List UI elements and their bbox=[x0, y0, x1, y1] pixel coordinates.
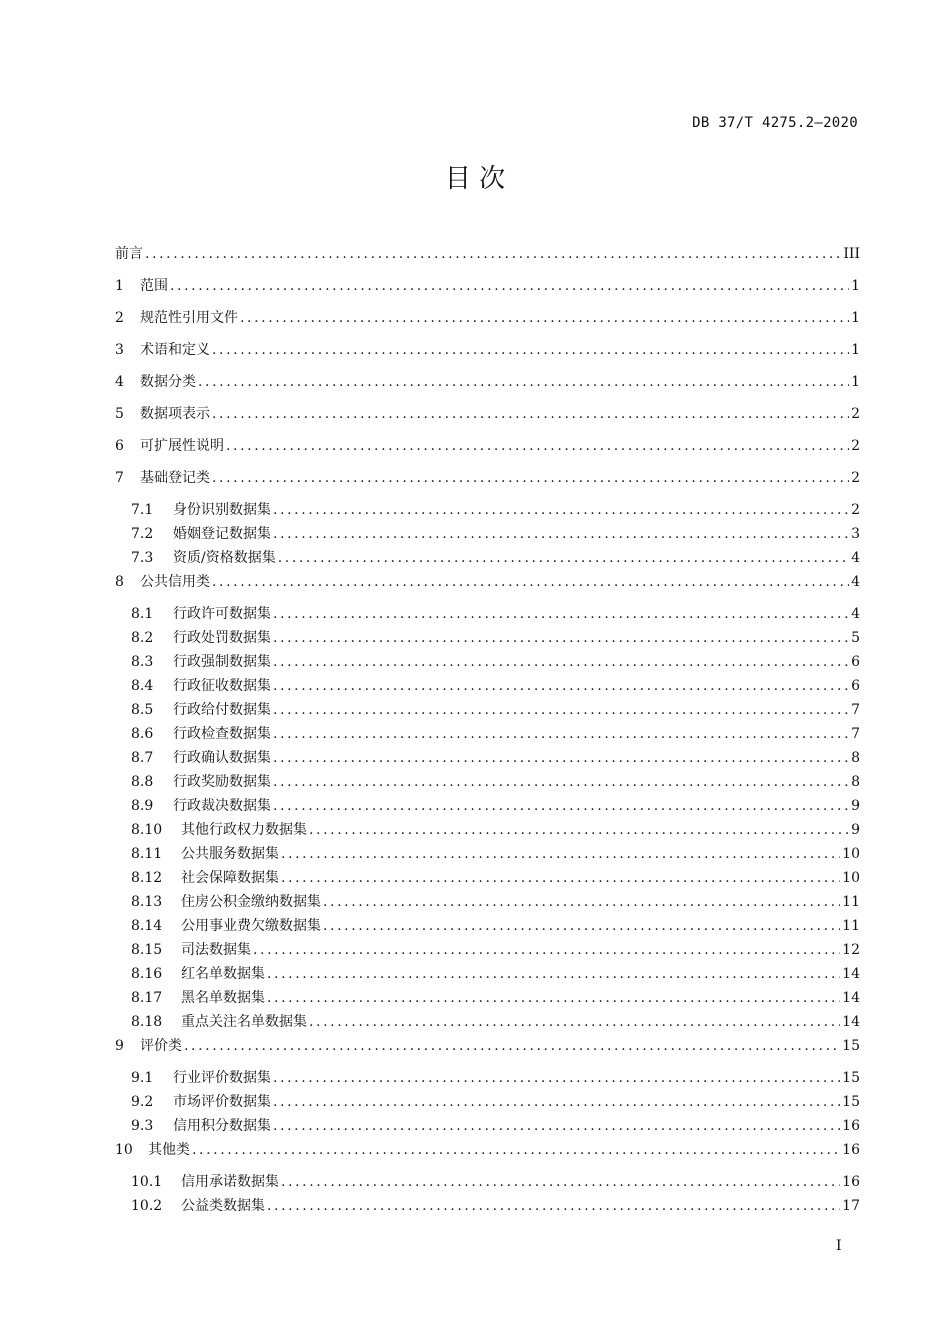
toc-entry-number: 2 bbox=[115, 310, 124, 326]
toc-entry-number: 8.13 bbox=[131, 894, 163, 910]
dot-leader bbox=[273, 1067, 840, 1089]
dot-leader bbox=[281, 1171, 840, 1193]
toc-entry[interactable] bbox=[115, 939, 860, 963]
toc-entry-page: 16 bbox=[842, 1142, 860, 1158]
toc-entry-label: 市场评价数据集 bbox=[173, 1094, 271, 1110]
toc-entry-number: 7 bbox=[115, 470, 124, 486]
toc-entry-label: 基础登记类 bbox=[140, 470, 210, 486]
dot-leader bbox=[281, 843, 840, 865]
toc-entry[interactable] bbox=[115, 467, 860, 499]
toc-entry-label: 公共信用类 bbox=[140, 574, 210, 590]
toc-entry[interactable] bbox=[115, 435, 860, 467]
toc-entry-page: 15 bbox=[842, 1070, 860, 1086]
toc-entry[interactable] bbox=[115, 1011, 860, 1035]
dot-leader bbox=[192, 1139, 840, 1161]
toc-entry-page: 5 bbox=[851, 630, 860, 646]
toc-entry[interactable] bbox=[115, 699, 860, 723]
page-title: 目 次 bbox=[444, 164, 506, 194]
toc-entry[interactable] bbox=[115, 771, 860, 795]
toc-entry-label: 行政奖励数据集 bbox=[173, 774, 271, 790]
toc-entry-number: 8.2 bbox=[131, 630, 154, 646]
dot-leader bbox=[273, 795, 849, 817]
toc-entry-label: 住房公积金缴纳数据集 bbox=[181, 894, 321, 910]
dot-leader bbox=[212, 339, 849, 361]
dot-leader bbox=[273, 1115, 840, 1137]
toc-entry[interactable] bbox=[115, 795, 860, 819]
toc-entry[interactable] bbox=[115, 963, 860, 987]
toc-entry[interactable] bbox=[115, 747, 860, 771]
toc-entry[interactable] bbox=[115, 307, 860, 339]
toc-entry[interactable] bbox=[115, 675, 860, 699]
toc-entry-number: 8.8 bbox=[131, 774, 154, 790]
toc-entry-label: 范围 bbox=[140, 278, 168, 294]
toc-entry-number: 8.9 bbox=[131, 798, 154, 814]
toc-entry-label: 行政确认数据集 bbox=[173, 750, 271, 766]
dot-leader bbox=[273, 523, 849, 545]
toc-entry-label: 行政检查数据集 bbox=[173, 726, 271, 742]
toc-entry-number: 1 bbox=[115, 278, 124, 294]
toc-entry-number: 8.12 bbox=[131, 870, 163, 886]
toc-entry-number: 8.11 bbox=[131, 846, 163, 862]
dot-leader bbox=[267, 963, 840, 985]
toc-entry-label: 数据项表示 bbox=[140, 406, 210, 422]
toc-entry[interactable] bbox=[115, 547, 860, 571]
dot-leader bbox=[273, 747, 849, 769]
dot-leader bbox=[184, 1035, 840, 1057]
toc-entry[interactable] bbox=[115, 571, 860, 603]
toc-entry[interactable] bbox=[115, 1115, 860, 1139]
toc-entry[interactable] bbox=[115, 867, 860, 891]
toc-entry-page: 12 bbox=[842, 942, 860, 958]
dot-leader bbox=[240, 307, 849, 329]
toc-entry-label: 公用事业费欠缴数据集 bbox=[181, 918, 321, 934]
toc-entry-page: 1 bbox=[851, 342, 860, 358]
toc-entry-page: 16 bbox=[842, 1174, 860, 1190]
toc-entry-number: 4 bbox=[115, 374, 124, 390]
toc-entry-label: 行政征收数据集 bbox=[173, 678, 271, 694]
toc-entry-number: 10 bbox=[115, 1142, 133, 1158]
toc-entry-page: 8 bbox=[851, 750, 860, 766]
toc-entry-label: 数据分类 bbox=[140, 374, 196, 390]
toc-entry[interactable] bbox=[115, 603, 860, 627]
toc-entry-label: 行政给付数据集 bbox=[173, 702, 271, 718]
toc-entry-label: 行业评价数据集 bbox=[173, 1070, 271, 1086]
toc-entry-label: 公共服务数据集 bbox=[181, 846, 279, 862]
toc-entry-page: 7 bbox=[851, 702, 860, 718]
table-of-contents bbox=[115, 243, 860, 1219]
toc-entry[interactable] bbox=[115, 723, 860, 747]
toc-entry-label: 信用积分数据集 bbox=[173, 1118, 271, 1134]
dot-leader bbox=[267, 987, 840, 1009]
dot-leader bbox=[273, 675, 849, 697]
toc-entry-number: 8.6 bbox=[131, 726, 154, 742]
toc-entry-label: 社会保障数据集 bbox=[181, 870, 279, 886]
toc-entry-number: 3 bbox=[115, 342, 124, 358]
dot-leader bbox=[273, 499, 849, 521]
toc-entry-page: 1 bbox=[851, 374, 860, 390]
toc-entry-page: 8 bbox=[851, 774, 860, 790]
toc-entry-number: 8.17 bbox=[131, 990, 163, 1006]
toc-entry-number: 8.3 bbox=[131, 654, 154, 670]
toc-entry-page: 6 bbox=[851, 678, 860, 694]
toc-entry-label: 其他类 bbox=[148, 1142, 190, 1158]
dot-leader bbox=[309, 1011, 840, 1033]
toc-entry-label: 黑名单数据集 bbox=[181, 990, 265, 1006]
toc-entry-number: 8.18 bbox=[131, 1014, 163, 1030]
toc-entry-number: 8.7 bbox=[131, 750, 154, 766]
toc-entry-label: 可扩展性说明 bbox=[140, 438, 224, 454]
dot-leader bbox=[212, 467, 849, 489]
toc-entry-page: 16 bbox=[842, 1118, 860, 1134]
dot-leader bbox=[278, 547, 849, 569]
toc-entry[interactable] bbox=[115, 627, 860, 651]
toc-entry-number: 8.15 bbox=[131, 942, 163, 958]
toc-entry-label: 其他行政权力数据集 bbox=[181, 822, 307, 838]
toc-entry-label: 评价类 bbox=[140, 1038, 182, 1054]
toc-entry[interactable] bbox=[115, 1171, 860, 1195]
toc-entry-number: 8.1 bbox=[131, 606, 154, 622]
toc-entry-label: 资质/资格数据集 bbox=[173, 550, 276, 566]
toc-entry-page: 11 bbox=[842, 894, 860, 910]
toc-entry-number: 9.1 bbox=[131, 1070, 154, 1086]
toc-entry-number: 9 bbox=[115, 1038, 124, 1054]
dot-leader bbox=[273, 627, 849, 649]
toc-entry[interactable] bbox=[115, 371, 860, 403]
toc-entry-label: 重点关注名单数据集 bbox=[181, 1014, 307, 1030]
toc-entry-page: 7 bbox=[851, 726, 860, 742]
toc-entry-label: 红名单数据集 bbox=[181, 966, 265, 982]
toc-entry-number: 7.3 bbox=[131, 550, 154, 566]
toc-entry-page: 15 bbox=[842, 1094, 860, 1110]
toc-entry-number: 8.5 bbox=[131, 702, 154, 718]
toc-entry[interactable] bbox=[115, 891, 860, 915]
toc-entry-page: 1 bbox=[851, 310, 860, 326]
toc-entry-page: 10 bbox=[842, 870, 860, 886]
toc-entry[interactable] bbox=[115, 1091, 860, 1115]
dot-leader bbox=[212, 571, 849, 593]
dot-leader bbox=[323, 915, 840, 937]
toc-entry-label: 行政许可数据集 bbox=[173, 606, 271, 622]
toc-entry-label: 前言 bbox=[115, 246, 143, 262]
toc-entry[interactable] bbox=[115, 499, 860, 523]
toc-entry-number: 8.10 bbox=[131, 822, 163, 838]
toc-entry-page: 9 bbox=[851, 822, 860, 838]
dot-leader bbox=[273, 651, 849, 673]
toc-entry-label: 行政强制数据集 bbox=[173, 654, 271, 670]
toc-entry[interactable] bbox=[115, 651, 860, 675]
toc-entry[interactable] bbox=[115, 915, 860, 939]
toc-entry-number: 5 bbox=[115, 406, 124, 422]
toc-entry-page: 6 bbox=[851, 654, 860, 670]
toc-entry-page: 11 bbox=[842, 918, 860, 934]
toc-entry-number: 8 bbox=[115, 574, 124, 590]
toc-entry-page: 14 bbox=[842, 966, 860, 982]
toc-entry-page: 15 bbox=[842, 1038, 860, 1054]
dot-leader bbox=[273, 603, 849, 625]
toc-entry-number: 7.1 bbox=[131, 502, 154, 518]
toc-entry-number: 10.2 bbox=[131, 1198, 163, 1214]
toc-entry[interactable] bbox=[115, 1195, 860, 1219]
toc-entry-page: 4 bbox=[851, 574, 860, 590]
toc-entry-number: 8.4 bbox=[131, 678, 154, 694]
dot-leader bbox=[267, 1195, 840, 1217]
toc-entry[interactable] bbox=[115, 987, 860, 1011]
toc-entry-number: 10.1 bbox=[131, 1174, 163, 1190]
toc-entry-page: 2 bbox=[851, 502, 860, 518]
toc-entry-number: 7.2 bbox=[131, 526, 154, 542]
toc-entry-page: 2 bbox=[851, 406, 860, 422]
toc-entry[interactable] bbox=[115, 1139, 860, 1171]
dot-leader bbox=[273, 723, 849, 745]
toc-entry-page: 2 bbox=[851, 470, 860, 486]
dot-leader bbox=[273, 699, 849, 721]
toc-entry-label: 信用承诺数据集 bbox=[181, 1174, 279, 1190]
page-number: I bbox=[836, 1238, 842, 1254]
toc-entry-number: 8.16 bbox=[131, 966, 163, 982]
dot-leader bbox=[145, 243, 841, 265]
toc-entry[interactable] bbox=[115, 1067, 860, 1091]
toc-entry-number: 8.14 bbox=[131, 918, 163, 934]
dot-leader bbox=[212, 403, 849, 425]
dot-leader bbox=[323, 891, 840, 913]
toc-entry-page: 17 bbox=[842, 1198, 860, 1214]
toc-entry-label: 公益类数据集 bbox=[181, 1198, 265, 1214]
toc-entry-page: III bbox=[843, 246, 860, 262]
toc-entry-number: 9.2 bbox=[131, 1094, 154, 1110]
dot-leader bbox=[273, 771, 849, 793]
toc-entry-page: 2 bbox=[851, 438, 860, 454]
toc-entry-number: 9.3 bbox=[131, 1118, 154, 1134]
dot-leader bbox=[281, 867, 840, 889]
toc-entry[interactable] bbox=[115, 339, 860, 371]
toc-entry[interactable] bbox=[115, 243, 860, 275]
toc-entry-label: 婚姻登记数据集 bbox=[173, 526, 271, 542]
toc-entry-page: 14 bbox=[842, 1014, 860, 1030]
dot-leader bbox=[253, 939, 840, 961]
toc-entry-label: 行政裁决数据集 bbox=[173, 798, 271, 814]
toc-entry-label: 身份识别数据集 bbox=[173, 502, 271, 518]
toc-entry-number: 6 bbox=[115, 438, 124, 454]
toc-entry-page: 4 bbox=[851, 550, 860, 566]
dot-leader bbox=[309, 819, 849, 841]
toc-entry-page: 3 bbox=[851, 526, 860, 542]
toc-entry[interactable] bbox=[115, 523, 860, 547]
toc-entry-page: 10 bbox=[842, 846, 860, 862]
toc-entry[interactable] bbox=[115, 403, 860, 435]
toc-entry-label: 司法数据集 bbox=[181, 942, 251, 958]
toc-entry[interactable] bbox=[115, 1035, 860, 1067]
dot-leader bbox=[226, 435, 849, 457]
standard-code: DB 37/T 4275.2—2020 bbox=[692, 115, 858, 131]
toc-entry-label: 规范性引用文件 bbox=[140, 310, 238, 326]
toc-entry-page: 1 bbox=[851, 278, 860, 294]
toc-entry[interactable] bbox=[115, 843, 860, 867]
toc-entry-label: 术语和定义 bbox=[140, 342, 210, 358]
dot-leader bbox=[170, 275, 849, 297]
toc-entry-label: 行政处罚数据集 bbox=[173, 630, 271, 646]
toc-entry-page: 4 bbox=[851, 606, 860, 622]
toc-entry[interactable] bbox=[115, 819, 860, 843]
toc-entry[interactable] bbox=[115, 275, 860, 307]
dot-leader bbox=[273, 1091, 840, 1113]
dot-leader bbox=[198, 371, 849, 393]
toc-entry-page: 9 bbox=[851, 798, 860, 814]
toc-entry-page: 14 bbox=[842, 990, 860, 1006]
